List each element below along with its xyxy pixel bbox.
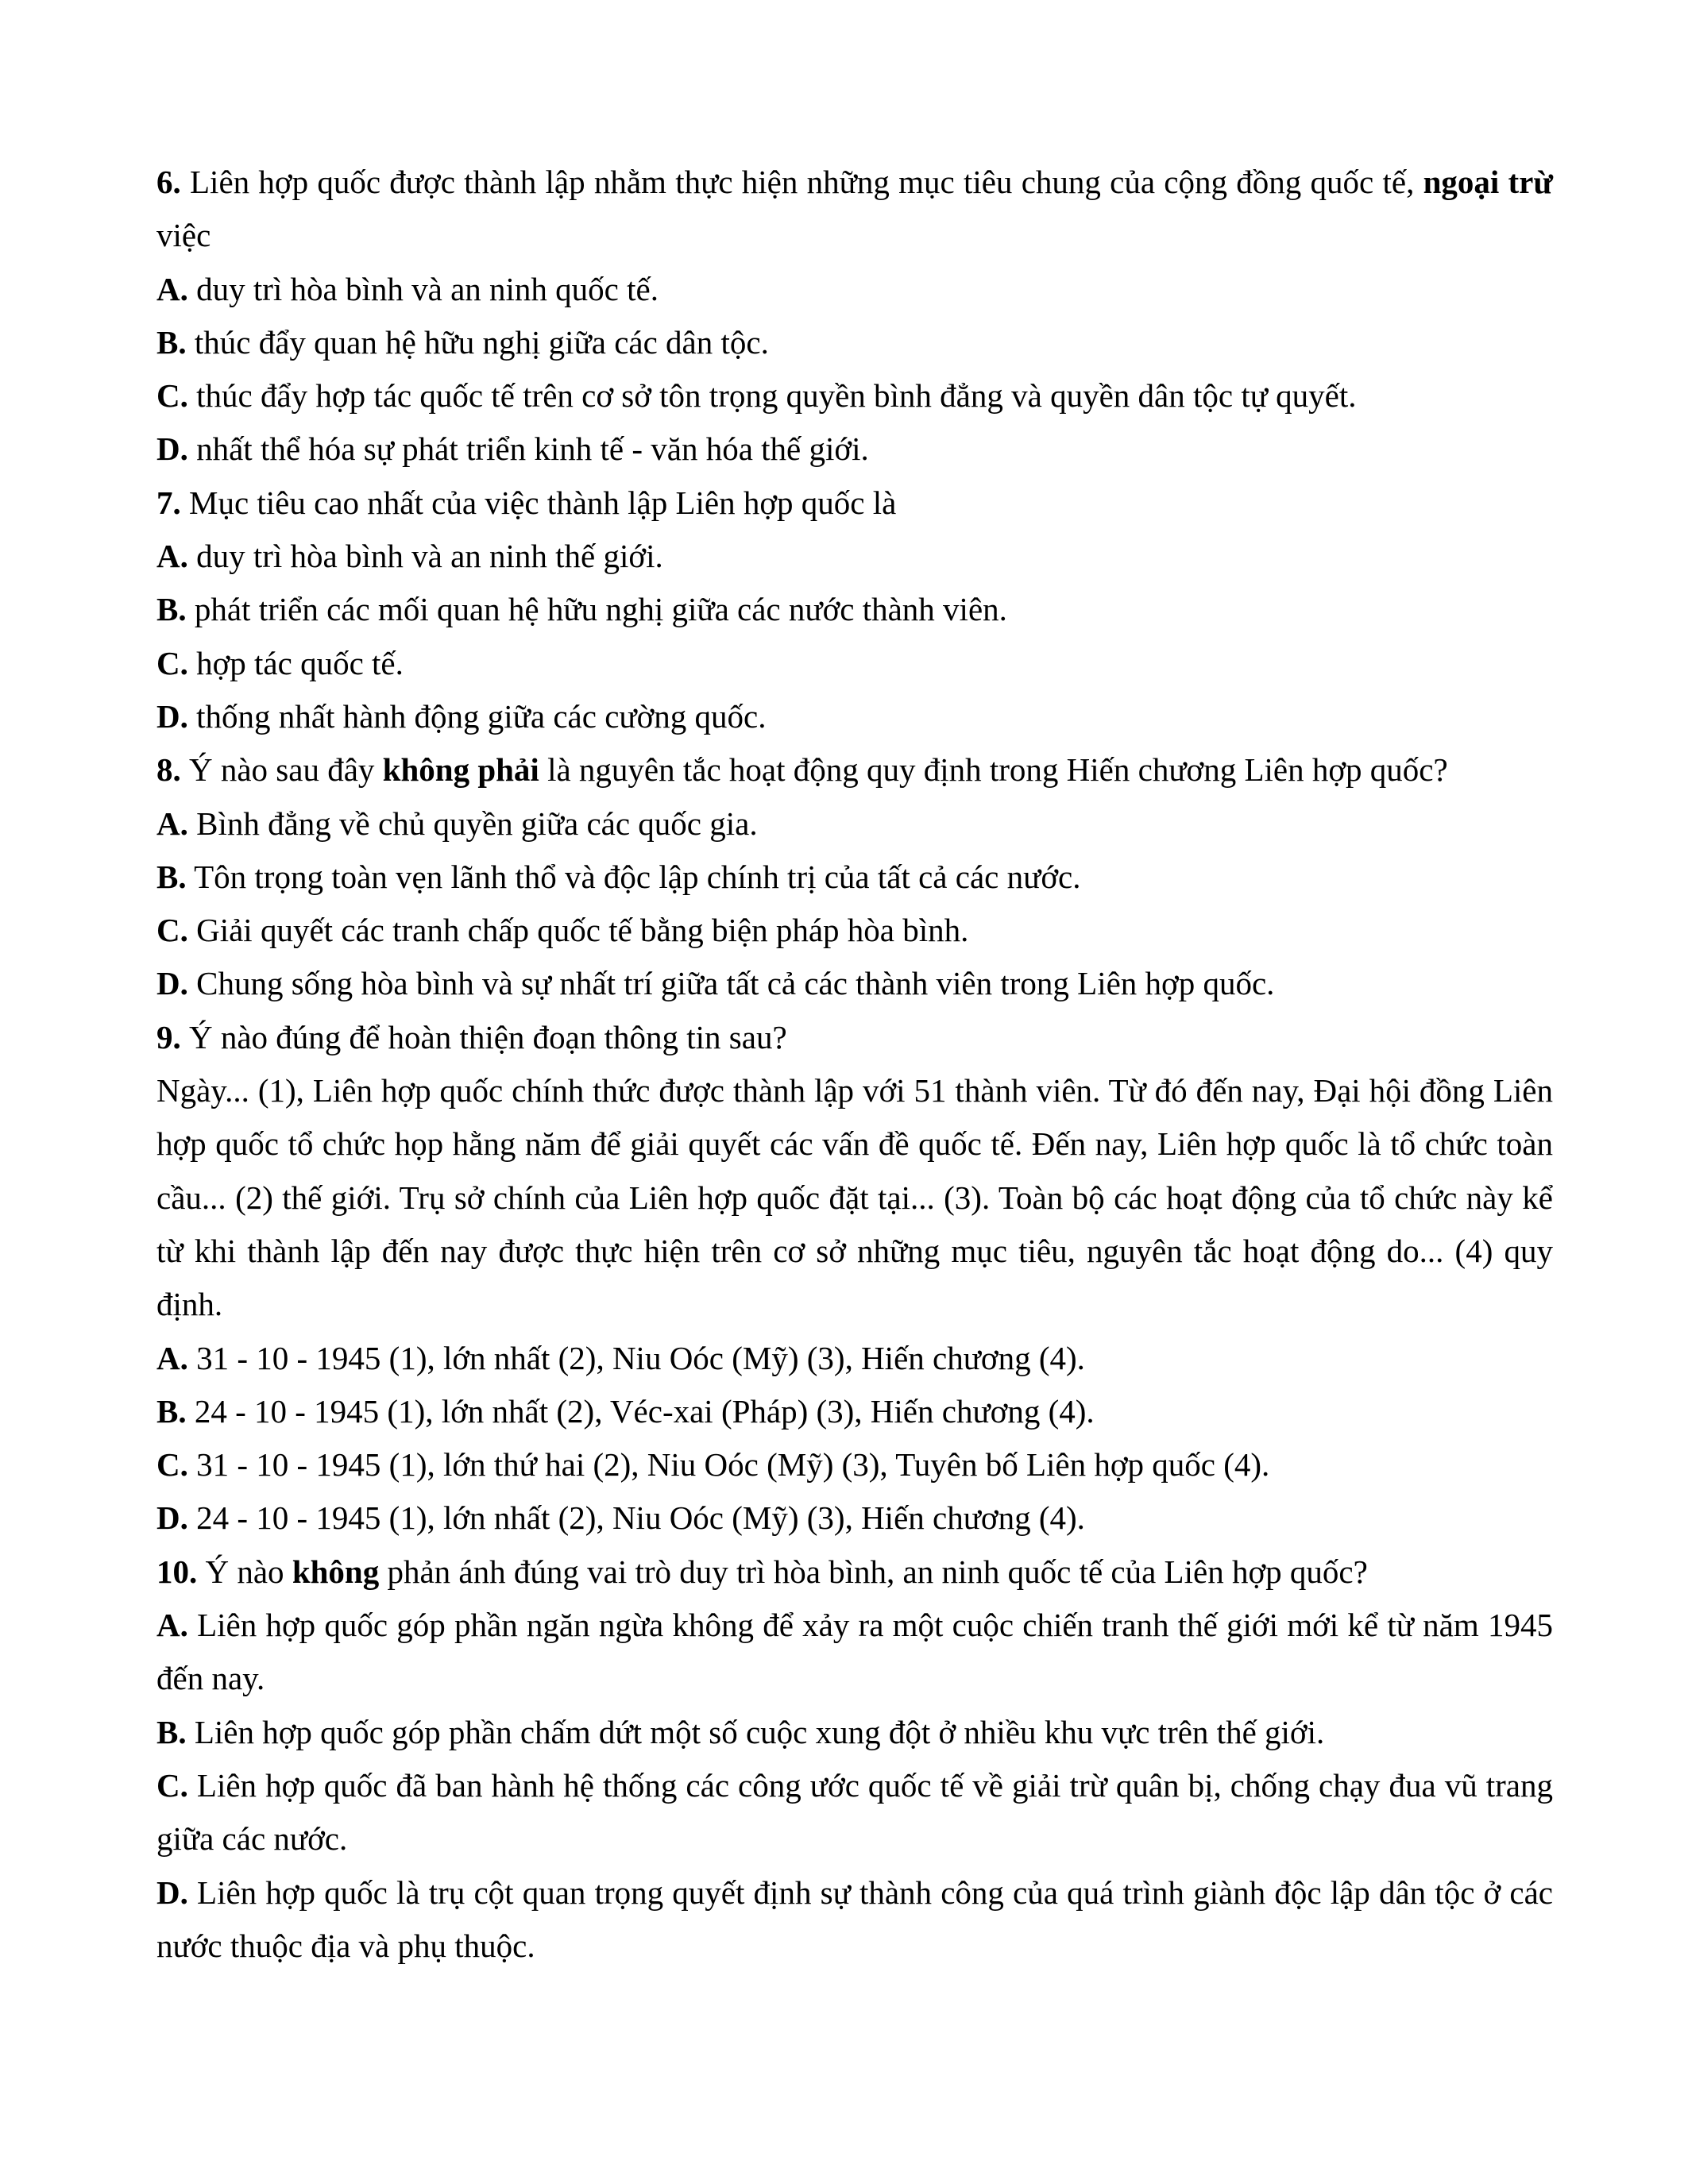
option-a [156, 1599, 1553, 1706]
stem-emphasis: không [292, 1553, 380, 1590]
option-text: thúc đẩy hợp tác quốc tế trên cơ sở tôn trọng quyền bình đẳng và quyền dân tộc tự quyết. [187, 377, 1357, 415]
question-stem [156, 1545, 1553, 1599]
option-text: Tôn trọng toàn vẹn lãnh thổ và độc lập chính trị của tất cả các nước. [186, 858, 1081, 895]
option-label: B. [156, 323, 187, 361]
stem-emphasis: ngoại trừ [1423, 164, 1553, 200]
option-text: duy trì hòa bình và an ninh quốc tế. [187, 270, 659, 307]
option-b [156, 583, 1553, 636]
stem-text: Liên hợp quốc được thành lập nhằm thực hiện những mục tiêu chung của cộng đồng quốc tế, [180, 164, 1423, 200]
option-text: duy trì hòa bình và an ninh thế giới. [187, 538, 663, 575]
option-text: Bình đẳng về chủ quyền giữa các quốc gia. [187, 805, 758, 842]
question-stem [156, 743, 1553, 797]
option-d [156, 690, 1553, 743]
option-b [156, 316, 1553, 369]
question-number: 7. [156, 484, 181, 521]
option-text: nhất thể hóa sự phát triển kinh tế - văn hóa thế giới. [187, 430, 869, 468]
option-d [156, 1866, 1553, 1974]
option-a [156, 530, 1553, 583]
option-c [156, 637, 1553, 690]
option-text: Liên hợp quốc góp phần chấm dứt một số cuộc xung đột ở nhiều khu vực trên thế giới. [186, 1713, 1325, 1750]
option-a [156, 797, 1553, 851]
option-text: Liên hợp quốc góp phần ngăn ngừa không để xảy ra một cuộc chiến tranh thế giới mới kể từ năm 1945 đến nay. [156, 1607, 1553, 1697]
option-label: C. [156, 1446, 188, 1484]
option-c [156, 1759, 1553, 1866]
option-d [156, 423, 1553, 476]
option-label: C. [156, 377, 188, 415]
option-text: 24 - 10 - 1945 (1), lớn nhất (2), Véc-xai (Pháp) (3), Hiến chương (4). [186, 1392, 1095, 1430]
option-text: thống nhất hành động giữa các cường quốc. [187, 697, 767, 735]
question-passage: Ngày... (1), Liên hợp quốc chính thức được thành lập với 51 thành viên. Từ đó đến nay, Đại hội đồng Liên hợp quốc tổ chức họp hằng năm để giải quyết các vấn đề quốc tế. Đến nay, Liên hợp quốc là tổ chức toàn cầu... (2) thế giới. Trụ sở chính của Liên hợp quốc đặt tại... (3). Toàn bộ các hoạt động của tổ chức này kể từ khi thành lập đến nay được thực hiện trên cơ sở những mục tiêu, nguyên tắc hoạt động do... (4) quy định. [156, 1072, 1553, 1323]
stem-text: Ý nào sau đây [180, 751, 383, 789]
option-text: hợp tác quốc tế. [187, 644, 404, 681]
option-b [156, 851, 1553, 904]
option-label: B. [156, 858, 187, 895]
stem-text: là nguyên tắc hoạt động quy định trong Hiến chương Liên hợp quốc? [539, 751, 1448, 789]
question-9 [156, 1011, 1553, 1545]
question-8 [156, 743, 1553, 1010]
option-text: thúc đẩy quan hệ hữu nghị giữa các dân tộc. [186, 323, 769, 361]
option-label: B. [156, 1713, 187, 1750]
option-label: C. [156, 912, 188, 949]
stem-text: Ý nào đúng để hoàn thiện đoạn thông tin sau? [180, 1018, 787, 1055]
option-d [156, 957, 1553, 1010]
option-label: A. [156, 270, 188, 307]
option-label: A. [156, 538, 188, 575]
question-number: 6. [156, 164, 181, 200]
option-a [156, 1332, 1553, 1385]
option-label: A. [156, 805, 188, 842]
option-a [156, 263, 1553, 316]
question-stem [156, 156, 1553, 263]
option-c [156, 1438, 1553, 1491]
question-number: 10. [156, 1553, 198, 1590]
option-text: Giải quyết các tranh chấp quốc tế bằng biện pháp hòa bình. [187, 912, 969, 949]
question-6 [156, 156, 1553, 477]
option-label: C. [156, 644, 188, 681]
option-c [156, 369, 1553, 423]
option-label: B. [156, 1392, 187, 1430]
option-label: B. [156, 591, 187, 628]
option-label: D. [156, 430, 188, 468]
option-b [156, 1706, 1553, 1759]
option-text: Chung sống hòa bình và sự nhất trí giữa tất cả các thành viên trong Liên hợp quốc. [187, 965, 1275, 1002]
question-number: 9. [156, 1018, 181, 1055]
option-label: D. [156, 965, 188, 1002]
question-10 [156, 1545, 1553, 1973]
question-7 [156, 477, 1553, 743]
option-text: 31 - 10 - 1945 (1), lớn thứ hai (2), Niu Oóc (Mỹ) (3), Tuyên bố Liên hợp quốc (4). [187, 1446, 1270, 1484]
question-stem [156, 477, 1553, 530]
stem-text: Mục tiêu cao nhất của việc thành lập Liên hợp quốc là [180, 484, 897, 521]
option-label: D. [156, 697, 188, 735]
question-stem [156, 1011, 1553, 1064]
option-text: Liên hợp quốc là trụ cột quan trọng quyết định sự thành công của quá trình giành độc lập dân tộc ở các nước thuộc địa và phụ thuộc. [156, 1873, 1553, 1964]
option-label: A. [156, 1339, 188, 1376]
stem-text: việc [156, 217, 211, 254]
document-page [156, 156, 1553, 1973]
option-text: 31 - 10 - 1945 (1), lớn nhất (2), Niu Oóc (Mỹ) (3), Hiến chương (4). [187, 1339, 1085, 1376]
option-c [156, 904, 1553, 957]
option-d [156, 1491, 1553, 1545]
option-b [156, 1385, 1553, 1438]
question-number: 8. [156, 751, 181, 789]
option-text: phát triển các mối quan hệ hữu nghị giữa các nước thành viên. [186, 591, 1007, 628]
stem-text: Ý nào [197, 1553, 292, 1590]
option-text: 24 - 10 - 1945 (1), lớn nhất (2), Niu Oóc (Mỹ) (3), Hiến chương (4). [187, 1499, 1085, 1537]
stem-emphasis: không phải [382, 751, 539, 789]
option-label: A. [156, 1607, 188, 1644]
option-label: C. [156, 1766, 188, 1804]
option-label: D. [156, 1873, 188, 1911]
option-label: D. [156, 1499, 188, 1537]
stem-text: phản ánh đúng vai trò duy trì hòa bình, an ninh quốc tế của Liên hợp quốc? [379, 1553, 1368, 1590]
option-text: Liên hợp quốc đã ban hành hệ thống các công ước quốc tế về giải trừ quân bị, chống chạy đua vũ trang giữa các nước. [156, 1766, 1553, 1858]
